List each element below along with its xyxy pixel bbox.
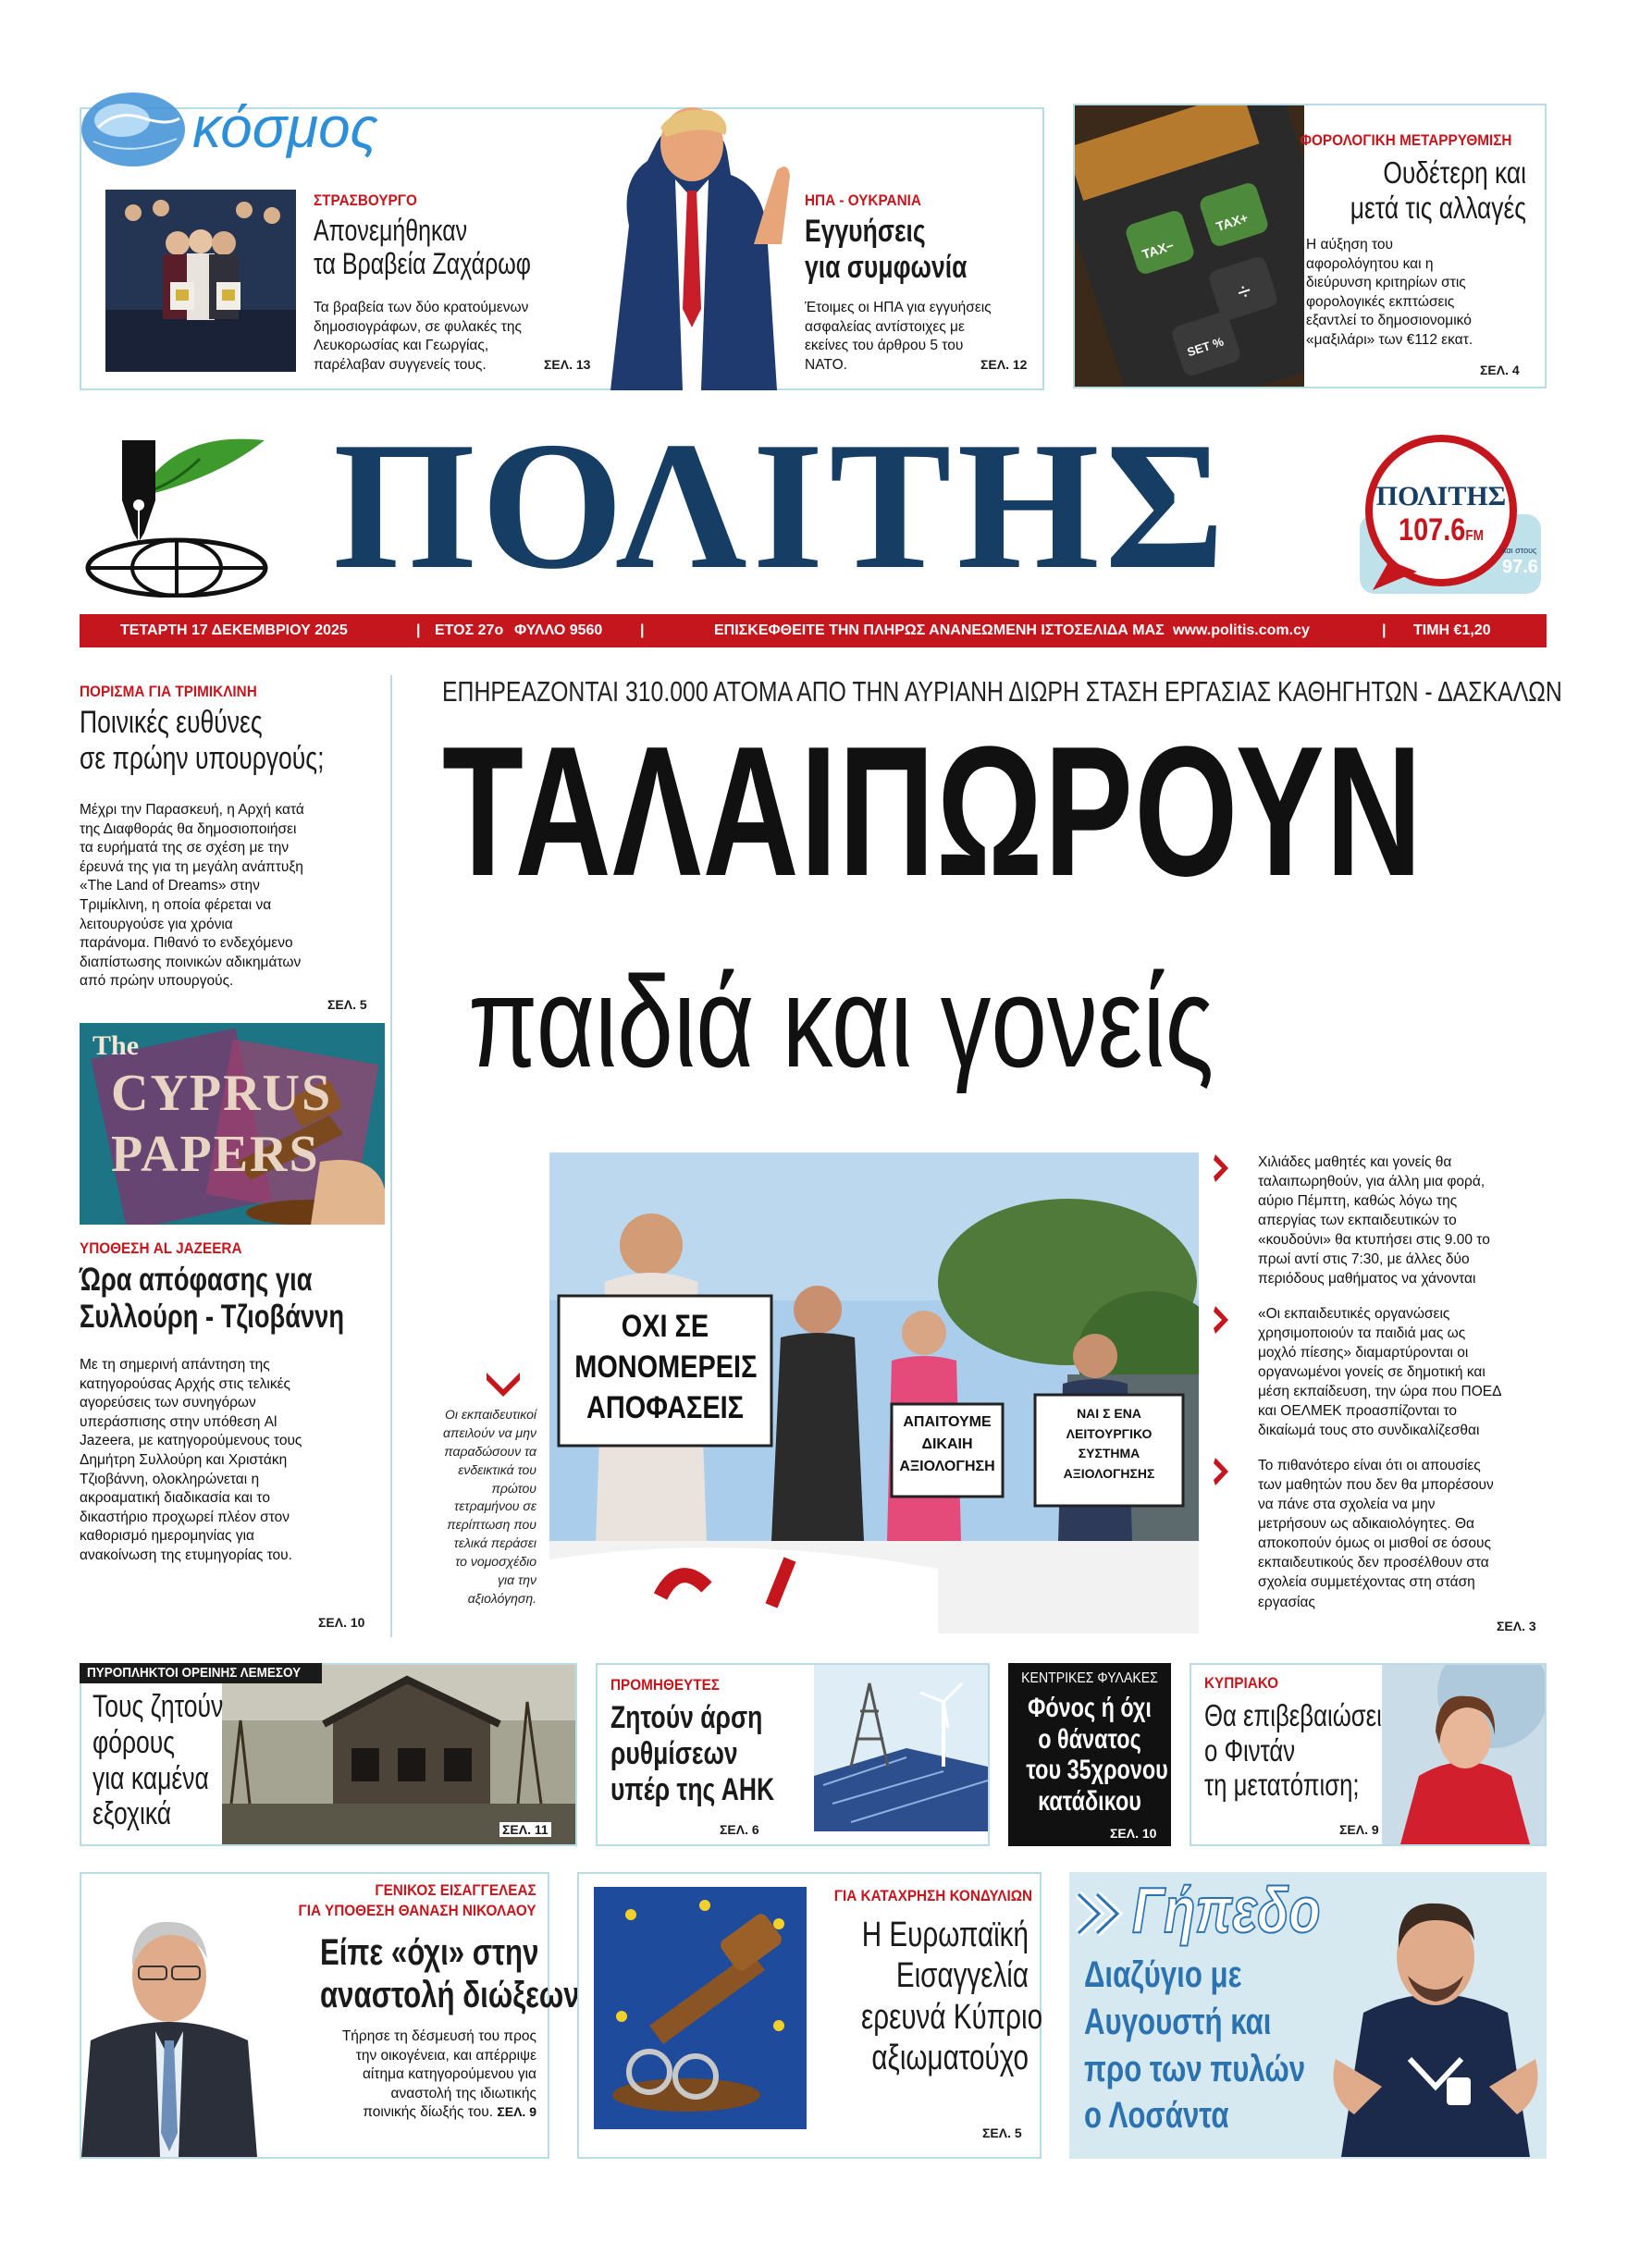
placard-2: ΑΠΑΙΤΟΥΜΕ ΔΙΚΑΙΗ ΑΞΙΟΛΟΓΗΣΗ [899,1414,995,1474]
dateline-year: ΕΤΟΣ 27ο [435,622,504,638]
lead-bullet2-chevron-icon [1214,1306,1228,1338]
calculator-photo [1075,105,1304,387]
left-story2-body: Με τη σημερινή απάντηση της κατηγορούσας Αρχής στις τελικές αγορεύσεις των συνηγόρων υπεράσπισης στην υπόθεση Al Jazeera, με κατηγορούμενους τους Δημήτρη Συλλούρη και Χριστάκη Τζιοβάννη, ολοκληρώνεται η ακροαματική διαδικασία και το δικαστήριο προχωρεί πλέον στον καθορισμό ημερομηνίας για ανακοίνωση της ετυμηγορίας του. [80,1357,302,1564]
lead-bullet1: Χιλιάδες μαθητές και γονείς θα ταλαιπωρηθούν, για άλλη μια φορά, αύριο Πέμπτη, καθώς λόγω της απεργίας των εκπαιδευτικών το «κουδούνι» θα κτυπήσει στις 9.00 το πρωί αντί στις 7:30, με άλλες δύο περιόδους μαθήματος να χάνονται [1258,1154,1490,1288]
kosmos-story1-headline: Απονεμήθηκαν τα Βραβεία Ζαχάρωφ [314,214,531,281]
suppliers-headline: Ζητούν άρση ρυθμίσεων υπέρ της ΑΗΚ [610,1700,775,1807]
sport-section-label: Γήπεδο [1132,1874,1321,1946]
dateline-sep3: | [1382,622,1387,638]
sakharov-photo [105,190,296,372]
dateline-price: ΤΙΜΗ €1,20 [1413,622,1491,638]
fire-page: ΣΕΛ. 11 [499,1822,551,1837]
energy-photo [814,1665,988,1831]
radio-also: και στους [1502,546,1537,555]
left-story2-page: ΣΕΛ. 10 [318,1615,365,1630]
kosmos-story2-body: Έτοιμες οι ΗΠΑ για εγγυήσεις ασφαλείας αντίστοιχες με εκείνες του άρθρου 5 του ΝΑΤΟ. [805,300,992,373]
lead-subheadline: παιδιά και γονείς [468,949,1214,1094]
ag-headline: Είπε «όχι» στην αναστολή διώξεων [320,1932,580,2016]
suppliers-page: ΣΕΛ. 6 [720,1822,759,1837]
lead-overline: ΕΠΗΡΕΑΖΟΝΤΑΙ 310.000 ΑΤΟΜΑ ΑΠΟ ΤΗΝ ΑΥΡΙΑΝΗ ΔΙΩΡΗ ΣΤΑΣΗ ΕΡΓΑΣΙΑΣ ΚΑΘΗΓΗΤΩΝ - ΔΑΣΚΑΛΩΝ [442,675,1562,708]
cyprus-papers-image [80,1023,385,1225]
dateline-promo: ΕΠΙΣΚΕΦΘΕΙΤΕ ΤΗΝ ΠΛΗΡΩΣ ΑΝΑΝΕΩΜΕΝΗ ΙΣΤΟΣΕΛΙΔΑ ΜΑΣ [714,622,1165,638]
left-story2-headline: Ώρα απόφασης για Συλλούρη - Τζιοβάννη [80,1262,345,1335]
lead-bullet1-chevron-icon [1214,1154,1228,1187]
radio-name: ΠΟΛΙΤΗΣ [1375,481,1507,511]
fidan-photo [1382,1665,1545,1844]
dateline-url[interactable]: www.politis.com.cy [1173,622,1310,638]
calc-key-tax-minus: TAX− [1140,237,1177,263]
cyprus-papers-papers: PAPERS [111,1126,320,1183]
kosmos-story2-headline: Εγγυήσεις για συμφωνία [805,214,968,285]
lead-headline: ΤΑΛΑΙΠΩΡΟΥΝ [442,709,1424,915]
dateline-bar [80,614,1547,647]
kosmos-story2-kicker: ΗΠΑ - ΟΥΚΡΑΝΙΑ [805,191,921,209]
left-story1-kicker: ΠΟΡΙΣΜΑ ΓΙΑ ΤΡΙΜΙΚΛΙΝΗ [80,683,257,700]
ag-page: ΣΕΛ. 9 [497,2104,536,2120]
cyprus-headline: Θα επιβεβαιώσει ο Φιντάν τη μετατόπιση; [1204,1698,1382,1803]
cyprus-kicker: ΚΥΠΡΙΑΚΟ [1204,1674,1279,1692]
kosmos-story1-page: ΣΕΛ. 13 [544,357,591,372]
globe-icon [80,91,189,168]
ag-photo [81,1874,257,2157]
fire-kicker: ΠΥΡΟΠΛΗΚΤΟΙ ΟΡΕΙΝΗΣ ΛΕΜΕΣΟΥ [87,1665,302,1681]
lead-bullet3-chevron-icon [1214,1458,1228,1490]
prison-page: ΣΕΛ. 10 [1110,1826,1157,1841]
placard-3: ΝΑΙ Σ ΕΝΑ ΛΕΙΤΟΥΡΓΙΚΟ ΣΥΣΤΗΜΑ ΑΞΙΟΛΟΓΗΣΗΣ [1063,1406,1155,1482]
prison-headline: Φόνος ή όχι ο θάνατος του 35χρονου κατάδικου [1026,1693,1168,1817]
dateline-sep1: | [416,622,421,638]
lead-bullet2: «Οι εκπαιδευτικές οργανώσεις χρησιμοποιούν τα παιδιά μας ως μοχλό πίεσης» διαμαρτύρονται οι οργανωμένοι γονείς σε δημοτική και μέση εκπαίδευση, την ώρα που ΠΟΕΔ και ΟΕΛΜΕΚ προασπίζονται το δικαίωμά τους στο συνδικαλίζεσθαι [1258,1306,1502,1439]
quill-globe-logo [80,422,274,598]
kosmos-story2-page: ΣΕΛ. 12 [980,357,1028,372]
fire-headline: Τους ζητούν φόρους για καμένα εξοχικά [92,1689,224,1832]
lead-caption-chevron-icon [485,1369,522,1401]
calc-key-set-percent: SET % [1185,334,1226,360]
eppo-photo [594,1887,807,2129]
dateline-sep2: | [640,622,645,638]
sport-chevron-icon [1075,1891,1128,1941]
tax-headline: Ουδέτερη και μετά τις αλλαγές [1350,155,1526,225]
cyprus-papers-cyprus: CYPRUS [111,1065,333,1122]
kosmos-story1-kicker: ΣΤΡΑΣΒΟΥΡΓΟ [314,191,417,209]
ag-kicker-l1: ΓΕΝΙΚΟΣ ΕΙΣΑΓΓΕΛΕΑΣ [375,1881,536,1899]
placard-1: ΟΧΙ ΣΕ ΜΟΝΟΜΕΡΕΙΣ ΑΠΟΦΑΣΕΙΣ [574,1309,758,1426]
sport-headline: Διαζύγιο με Αυγουστή και προ των πυλών ο Λοσάντα [1084,1954,1306,2137]
burnt-house-photo [222,1665,575,1844]
kosmos-story1-body: Τα βραβεία των δύο κρατούμενων δημοσιογράφων, σε φυλακές της Λευκορωσίας και Γεωργίας, παρέλαβαν συγγενείς τους. [314,300,529,373]
lead-page: ΣΕΛ. 3 [1497,1619,1536,1633]
ag-body: Τήρησε τη δέσμευσή του προς την οικογένεια, και απέρριψε αίτημα κατηγορούμενου για αναστολή της ιδιωτικής ποινικής δίωξής του. ΣΕΛ. 9 [341,2028,536,2121]
cyprus-papers-the: The [92,1030,140,1061]
left-story1-page: ΣΕΛ. 5 [327,997,367,1012]
kosmos-section-label: κόσμος [192,96,378,160]
prison-kicker: ΚΕΝΤΡΙΚΕΣ ΦΥΛΑΚΕΣ [1021,1670,1158,1686]
dateline-issue: ΦΥΛΛΟ 9560 [514,622,603,638]
cyprus-page: ΣΕΛ. 9 [1339,1822,1379,1837]
left-story2-kicker: ΥΠΟΘΕΣΗ AL JAZEERA [80,1239,242,1257]
eppo-headline: Η Ευρωπαϊκή Εισαγγελία ερευνά Κύπριο αξιωματούχο [861,1916,1043,2078]
tax-page: ΣΕΛ. 4 [1480,363,1520,377]
lead-bullet3: Το πιθανότερο είναι ότι οι απουσίες των μαθητών που δεν θα μπορέσουν να πάνε στα σχολεία να μην μετρήσουν ως αδικαιολόγητες. Θα αποκοπούν όμως οι μισθοί σε όσους εκπαιδευτικούς δεν προσέλθουν στα σχολεία συμμετέχοντας στη στάση εργασίας [1258,1458,1494,1610]
radio-alt-freq: 97.6 [1502,557,1538,577]
left-story1-body: Μέχρι την Παρασκευή, η Αρχή κατά της Διαφθοράς θα δημοσιοποιήσει τα ευρήματά της σε σχέση με την έρευνά της για τη μεγάλη ανάπτυξη «The Land of Dreams» στην Τριμίκλινη, η οποία φέρεται να λειτουργούσε για χρόνια παράνομα. Πιθανό το ενδεχόμενο διαπίστωσης ποινικών αδικημάτων από πρώην υπουργούς. [80,802,304,990]
calc-key-divide: ÷ [1233,276,1255,307]
eppo-page: ΣΕΛ. 5 [982,2126,1022,2140]
eppo-kicker: ΓΙΑ ΚΑΤΑΧΡΗΣΗ ΚΟΝΔΥΛΙΩΝ [833,1887,1032,1904]
left-story1-headline: Ποινικές ευθύνες σε πρώην υπουργούς; [80,705,325,776]
ag-kicker-l2: ΓΙΑ ΥΠΟΘΕΣΗ ΘΑΝΑΣΗ ΝΙΚΟΛΑΟΥ [299,1902,536,1919]
masthead-title: ΠΟΛΙΤΗΣ [333,404,1231,607]
lead-caption: Οι εκπαιδευτικοί απειλούν να μην παραδώσουν τα ενδεικτικά του πρώτου τετραμήνου σε περίπτωση που τελικά περάσει το νομοσχέδιο για την αξιολόγηση. [442,1407,536,1606]
radio-freq: 107.6FM [1399,512,1484,548]
tax-body: Η αύξηση του αφορολόγητου και η διεύρυνση κριτηρίων στις φορολογικές εκπτώσεις εξαντλεί το δημοσιονομικό «μαξιλάρι» των €112 εκατ. [1306,237,1473,349]
dateline-date: ΤΕΤΑΡΤΗ 17 ΔΕΚΕΜΒΡΙΟΥ 2025 [120,622,348,638]
trump-photo [592,87,794,390]
radio-badge [1352,431,1547,598]
protest-photo [549,1152,1199,1633]
calc-key-tax-plus: TAX+ [1214,209,1251,235]
tax-kicker: ΦΟΡΟΛΟΓΙΚΗ ΜΕΤΑΡΡΥΘΜΙΣΗ [1299,131,1511,149]
suppliers-kicker: ΠΡΟΜΗΘΕΥΤΕΣ [610,1676,720,1694]
